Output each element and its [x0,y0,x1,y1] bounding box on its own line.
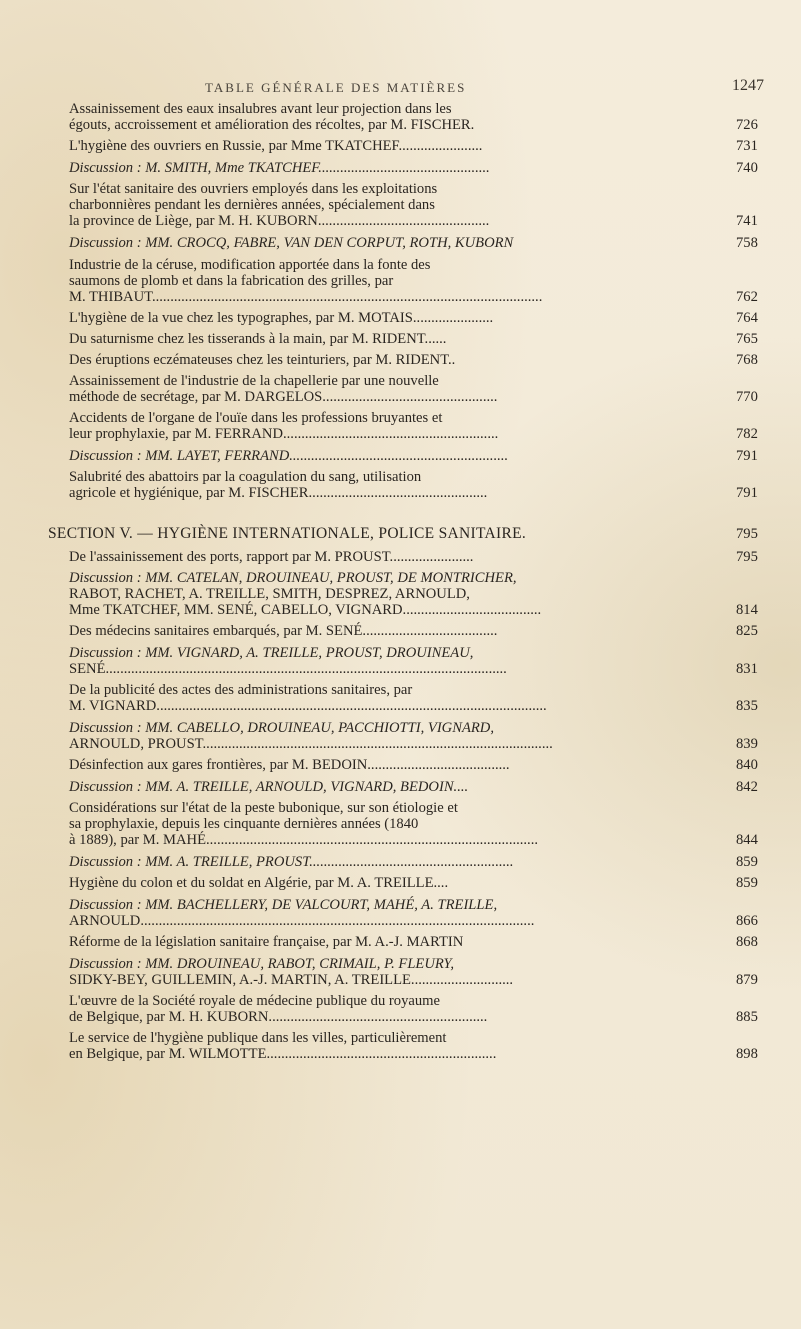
toc-entry [69,586,470,602]
toc-entry-line: Réforme de la législation sanitaire française, par M. A.-J. MARTIN [69,934,464,950]
toc-entry-line: Le service de l'hygiène publique dans les villes, particulièrement [69,1030,447,1046]
toc-entry-line: L'hygiène des ouvriers en Russie, par Mme TKATCHEF....................... [69,138,483,154]
toc-entry [69,469,421,485]
toc-entry-line: méthode de secrétage, par M. DARGELOS................................................ [69,389,498,405]
toc-page-number: 731 [736,138,758,154]
toc-entry [69,331,446,347]
toc-entry-line: ARNOULD............................................................................................................ [69,913,535,929]
toc-entry [69,800,458,816]
toc-entry [69,661,507,677]
toc-entry-line: Discussion : MM. A. TREILLE, PROUST........................................................ [69,854,514,870]
toc-page-number: 879 [736,972,758,988]
section-heading-text: SECTION V. — HYGIÈNE INTERNATIONALE, POLICE SANITAIRE. [48,525,527,542]
toc-page-number: 764 [736,310,758,326]
toc-page-number: 795 [736,549,758,565]
toc-entry-line: Désinfection aux gares frontières, par M. BEDOIN....................................... [69,757,510,773]
toc-entry-line: Du saturnisme chez les tisserands à la main, par M. RIDENT...... [69,331,447,347]
toc-page-number: 885 [736,1009,758,1025]
toc-page-number: 740 [736,160,758,176]
toc-entry-line: M. THIBAUT........................................................................................................... [69,289,543,305]
toc-entry-line: Industrie de la céruse, modification apportée dans la fonte des [69,257,431,273]
toc-entry [69,913,534,929]
toc-page-number: 859 [736,875,758,891]
toc-entry [69,757,510,773]
toc-entry-line: Discussion : MM. CABELLO, DROUINEAU, PACCHIOTTI, VIGNARD, [69,720,494,736]
toc-entry-line: leur prophylaxie, par M. FERRAND........................................................... [69,426,499,442]
toc-page-number: 866 [736,913,758,929]
toc-discussion [69,570,517,586]
toc-entry-line: la province de Liège, par M. H. KUBORN............................................... [69,213,490,229]
toc-discussion [69,956,454,972]
toc-page-number: 791 [736,448,758,464]
toc-page-number: 770 [736,389,758,405]
toc-discussion [69,645,473,661]
toc-entry-line: Discussion : MM. BACHELLERY, DE VALCOURT, MAHÉ, A. TREILLE, [69,897,498,913]
toc-entry [69,993,440,1009]
toc-entry-line: en Belgique, par M. WILMOTTE............................................................... [69,1046,497,1062]
toc-page-number: 844 [736,832,758,848]
toc-entry-line: Des médecins sanitaires embarqués, par M. SENÉ..................................... [69,623,498,639]
toc-entry-line: Des éruptions eczémateuses chez les teinturiers, par M. RIDENT.. [69,352,456,368]
toc-entry-line: Mme TKATCHEF, MM. SENÉ, CABELLO, VIGNARD...................................... [69,602,542,618]
toc-entry-line: égouts, accroissement et amélioration des récoltes, par M. FISCHER. [69,117,475,133]
toc-page-number: 859 [736,854,758,870]
toc-entry-line: Discussion : MM. A. TREILLE, ARNOULD, VIGNARD, BEDOIN.... [69,779,469,795]
toc-page-number: 842 [736,779,758,795]
toc-discussion [69,160,490,176]
toc-entry [69,373,439,389]
toc-entry [69,698,547,714]
toc-entry [69,389,497,405]
toc-entry-line: SIDKY-BEY, GUILLEMIN, A.-J. MARTIN, A. TREILLE............................ [69,972,514,988]
toc-entry [69,1009,487,1025]
toc-entry-line: Discussion : M. SMITH, Mme TKATCHEF............................................... [69,160,490,176]
toc-page-number: 840 [736,757,758,773]
toc-entry-line: Assainissement de l'industrie de la chapellerie par une nouvelle [69,373,439,389]
toc-discussion [69,779,468,795]
toc-entry [69,682,412,698]
section-heading [48,526,526,542]
toc-entry [69,1046,496,1062]
toc-entry-line: ARNOULD, PROUST................................................................................................ [69,736,553,752]
toc-entry-line: Considérations sur l'état de la peste bubonique, sur son étiologie et [69,800,458,816]
toc-entry [69,485,487,501]
toc-entry-line: sa prophylaxie, depuis les cinquante dernières années (1840 [69,816,419,832]
toc-page-number: 868 [736,934,758,950]
toc-entry [69,181,437,197]
toc-entry-line: De l'assainissement des ports, rapport par M. PROUST....................... [69,549,474,565]
toc-entry [69,875,448,891]
toc-entry [69,623,497,639]
toc-page-number: 898 [736,1046,758,1062]
toc-entry [69,832,538,848]
toc-entry-line: De la publicité des actes des administrations sanitaires, par [69,682,413,698]
toc-entry [69,426,498,442]
toc-entry-line: SENÉ.............................................................................................................. [69,661,507,677]
toc-entry [69,213,489,229]
toc-page-number: 726 [736,117,758,133]
toc-entry [69,736,553,752]
toc-page-number: 765 [736,331,758,347]
toc-entry-line: RABOT, RACHET, A. TREILLE, SMITH, DESPREZ, ARNOULD, [69,586,470,602]
toc-entry [69,310,493,326]
toc-page-number: 768 [736,352,758,368]
toc-entry-line: charbonnières pendant les dernières années, spécialement dans [69,197,435,213]
toc-page-number: 814 [736,602,758,618]
toc-entry-line: saumons de plomb et dans la fabrication des grilles, par [69,273,394,289]
toc-discussion [69,897,497,913]
toc-entry-line: à 1889), par M. MAHÉ........................................................................................... [69,832,539,848]
toc-entry [69,352,455,368]
toc-entry [69,101,452,117]
toc-page-number: 758 [736,235,758,251]
toc-entry-line: L'hygiène de la vue chez les typographes, par M. MOTAIS...................... [69,310,494,326]
toc-entry-line: Sur l'état sanitaire des ouvriers employés dans les exploitations [69,181,438,197]
toc-entry [69,117,474,133]
toc-page-number: 791 [736,485,758,501]
toc-page-number: 839 [736,736,758,752]
toc-discussion [69,448,508,464]
toc-entry [69,257,430,273]
toc-entry-line: Hygiène du colon et du soldat en Algérie, par M. A. TREILLE.... [69,875,449,891]
toc-entry-line: Salubrité des abattoirs par la coagulation du sang, utilisation [69,469,422,485]
toc-entry-line: Discussion : MM. CROCQ, FABRE, VAN DEN CORPUT, ROTH, KUBORN [69,235,514,251]
toc-entry-line: agricole et hygiénique, par M. FISCHER................................................. [69,485,488,501]
page-number: 1247 [732,77,764,94]
toc-discussion [69,720,494,736]
toc-entry [69,1030,446,1046]
toc-entry [69,410,442,426]
toc-discussion [69,854,514,870]
toc-entry [69,602,541,618]
toc-entry-line: Discussion : MM. CATELAN, DROUINEAU, PROUST, DE MONTRICHER, [69,570,517,586]
toc-entry [69,273,393,289]
toc-page-number: 835 [736,698,758,714]
toc-entry-line: Discussion : MM. LAYET, FERRAND............................................................ [69,448,509,464]
toc-entry [69,816,418,832]
toc-entry-line: de Belgique, par M. H. KUBORN............................................................ [69,1009,488,1025]
toc-page-number: 831 [736,661,758,677]
toc-entry-line: Assainissement des eaux insalubres avant leur projection dans les [69,101,452,117]
toc-entry-line: Accidents de l'organe de l'ouïe dans les professions bruyantes et [69,410,443,426]
toc-page-number: 782 [736,426,758,442]
running-head: TABLE GÉNÉRALE DES MATIÈRES [205,80,467,95]
toc-entry-line: Discussion : MM. VIGNARD, A. TREILLE, PROUST, DROUINEAU, [69,645,474,661]
toc-entry [69,934,463,950]
toc-page-number: 741 [736,213,758,229]
toc-entry [69,197,435,213]
toc-page-number: 762 [736,289,758,305]
toc-entry-line: Discussion : MM. DROUINEAU, RABOT, CRIMAIL, P. FLEURY, [69,956,454,972]
toc-discussion [69,235,513,251]
toc-entry [69,549,473,565]
toc-entry [69,138,482,154]
toc-page-number: 825 [736,623,758,639]
toc-page-number: 795 [736,526,758,542]
toc-entry [69,972,513,988]
toc-entry [69,289,542,305]
toc-entry-line: L'œuvre de la Société royale de médecine publique du royaume [69,993,440,1009]
toc-entry-line: M. VIGNARD........................................................................................................... [69,698,547,714]
